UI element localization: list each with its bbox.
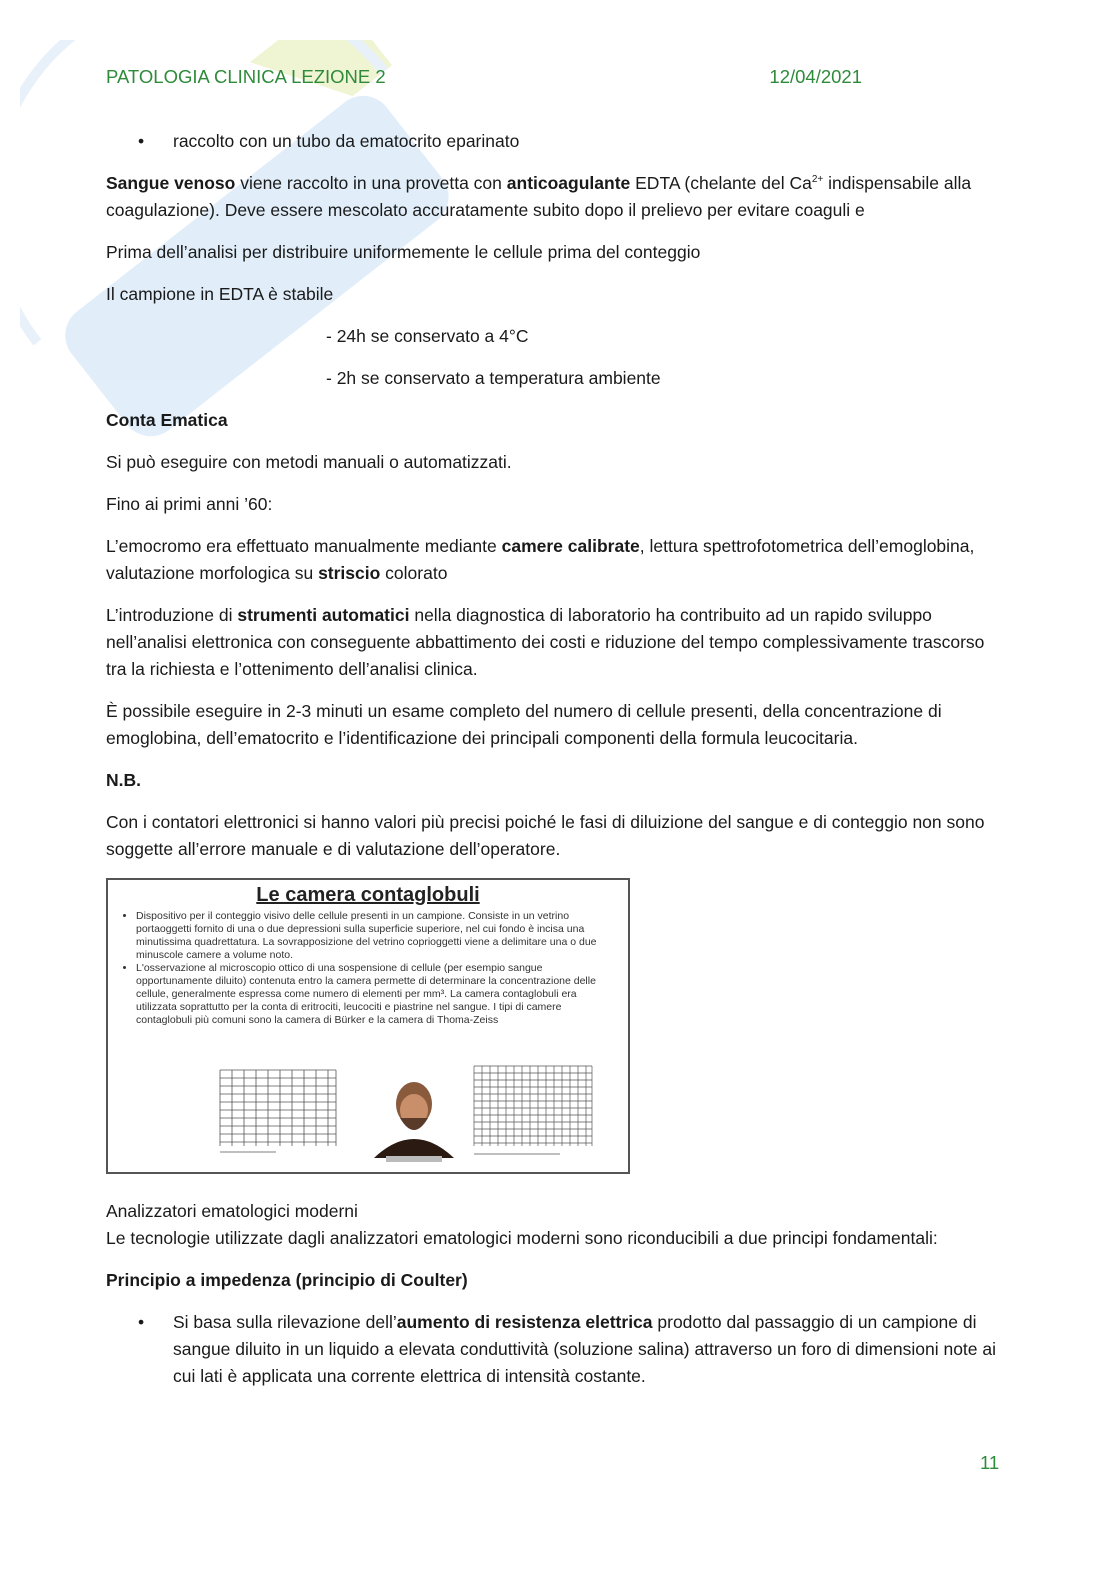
nb-heading: N.B. — [106, 770, 141, 790]
figure-bullet: • Dispositivo per il conteggio visivo delle cellule presenti in un campione. Consiste in un vetrino portaoggetti fornito di una o due depressioni sulla superficie superiore, nel cui fondo è incisa una minutissima quadrettatura. La sovrapposizione del vetrino coprioggetti viene a delimitare una o due minuscole camere a volume noto. — [136, 910, 616, 962]
bullet-item: • raccolto con un tubo da ematocrito eparinato — [106, 128, 1006, 155]
portrait-image — [366, 1070, 462, 1164]
indented-line: - 24h se conservato a 4°C — [326, 326, 529, 346]
paragraph: L’introduzione di strumenti automatici nella diagnostica di laboratorio ha contribuito ad un rapido sviluppo nell’analisi elettronica con conseguente abbattimento dei costi e riduzione del tempo complessivamente trascorso tra la richiesta e l’ottenimento dell’analisi clinica. — [106, 605, 985, 679]
paragraph: Il campione in EDTA è stabile — [106, 284, 334, 304]
page-header — [106, 66, 862, 96]
figure-camera-contaglobuli — [106, 878, 630, 1174]
thoma-grid-image — [470, 1062, 596, 1162]
paragraph: Fino ai primi anni ’60: — [106, 494, 273, 514]
figure-bullets — [122, 910, 616, 1027]
paragraph: L’emocromo era effettuato manualmente mediante camere calibrate, lettura spettrofotometrica dell’emoglobina, valutazione morfologica su striscio colorato — [106, 536, 975, 583]
paragraph: Prima dell’analisi per distribuire uniformemente le cellule prima del conteggio — [106, 242, 701, 262]
paragraph-analizzatori: Analizzatori ematologici moderni Le tecnologie utilizzate dagli analizzatori ematologici moderni sono riconducibili a due principi fondamentali: — [106, 1201, 938, 1248]
paragraph: Con i contatori elettronici si hanno valori più precisi poiché le fasi di diluizione del sangue e di conteggio non sono soggette all’errore manuale e di valutazione dell’operatore. — [106, 812, 985, 859]
page-number: 11 — [980, 1452, 1000, 1473]
figure-title: Le camera contaglobuli — [256, 884, 480, 906]
page-content — [106, 128, 1006, 1405]
section-heading: Conta Ematica — [106, 410, 228, 430]
bullet-dot: • — [138, 1312, 145, 1332]
bullet-dot: • — [138, 131, 145, 151]
section-heading: Principio a impedenza (principio di Coulter) — [106, 1270, 468, 1290]
paragraph: È possibile eseguire in 2-3 minuti un esame completo del numero di cellule presenti, della concentrazione di emoglobina, dell’ematocrito e l’identificazione dei principali componenti della formula leucocitaria. — [106, 701, 942, 748]
header-date: 12/04/2021 — [769, 66, 862, 87]
header-title: PATOLOGIA CLINICA LEZIONE 2 — [106, 66, 386, 87]
figure-bullet: • L'osservazione al microscopio ottico di una sospensione di cellule (per esempio sangue opportunamente diluito) contenuta entro la camera permette di determinare la concentrazione delle cellule, generalmente espressa come numero di elementi per mm³. La camera contaglobuli era utilizzata soprattutto per la conta di eritrociti, leucociti e piastrine nel sangue. I tipi di camere contaglobuli più comuni sono la camera di Bürker e la camera di Thoma-Zeiss — [136, 962, 616, 1027]
bullet-item: • Si basa sulla rilevazione dell’aumento di resistenza elettrica prodotto dal passaggio di un campione di sangue diluito in un liquido a elevata conduttività (soluzione salina) attraverso un foro di dimensioni note ai cui lati è applicata una corrente elettrica di intensità costante. — [106, 1309, 1006, 1390]
indented-line: - 2h se conservato a temperatura ambiente — [326, 368, 661, 388]
paragraph-sangue-venoso: Sangue venoso viene raccolto in una provetta con anticoagulante EDTA (chelante del $Ca^{2+}$ indispensabile alla coagulazione). Deve essere mescolato accuratamente subito dopo il prelievo per evitare coaguli e — [106, 173, 972, 220]
burker-grid-image — [216, 1066, 340, 1158]
paragraph: Si può eseguire con metodi manuali o automatizzati. — [106, 452, 512, 472]
